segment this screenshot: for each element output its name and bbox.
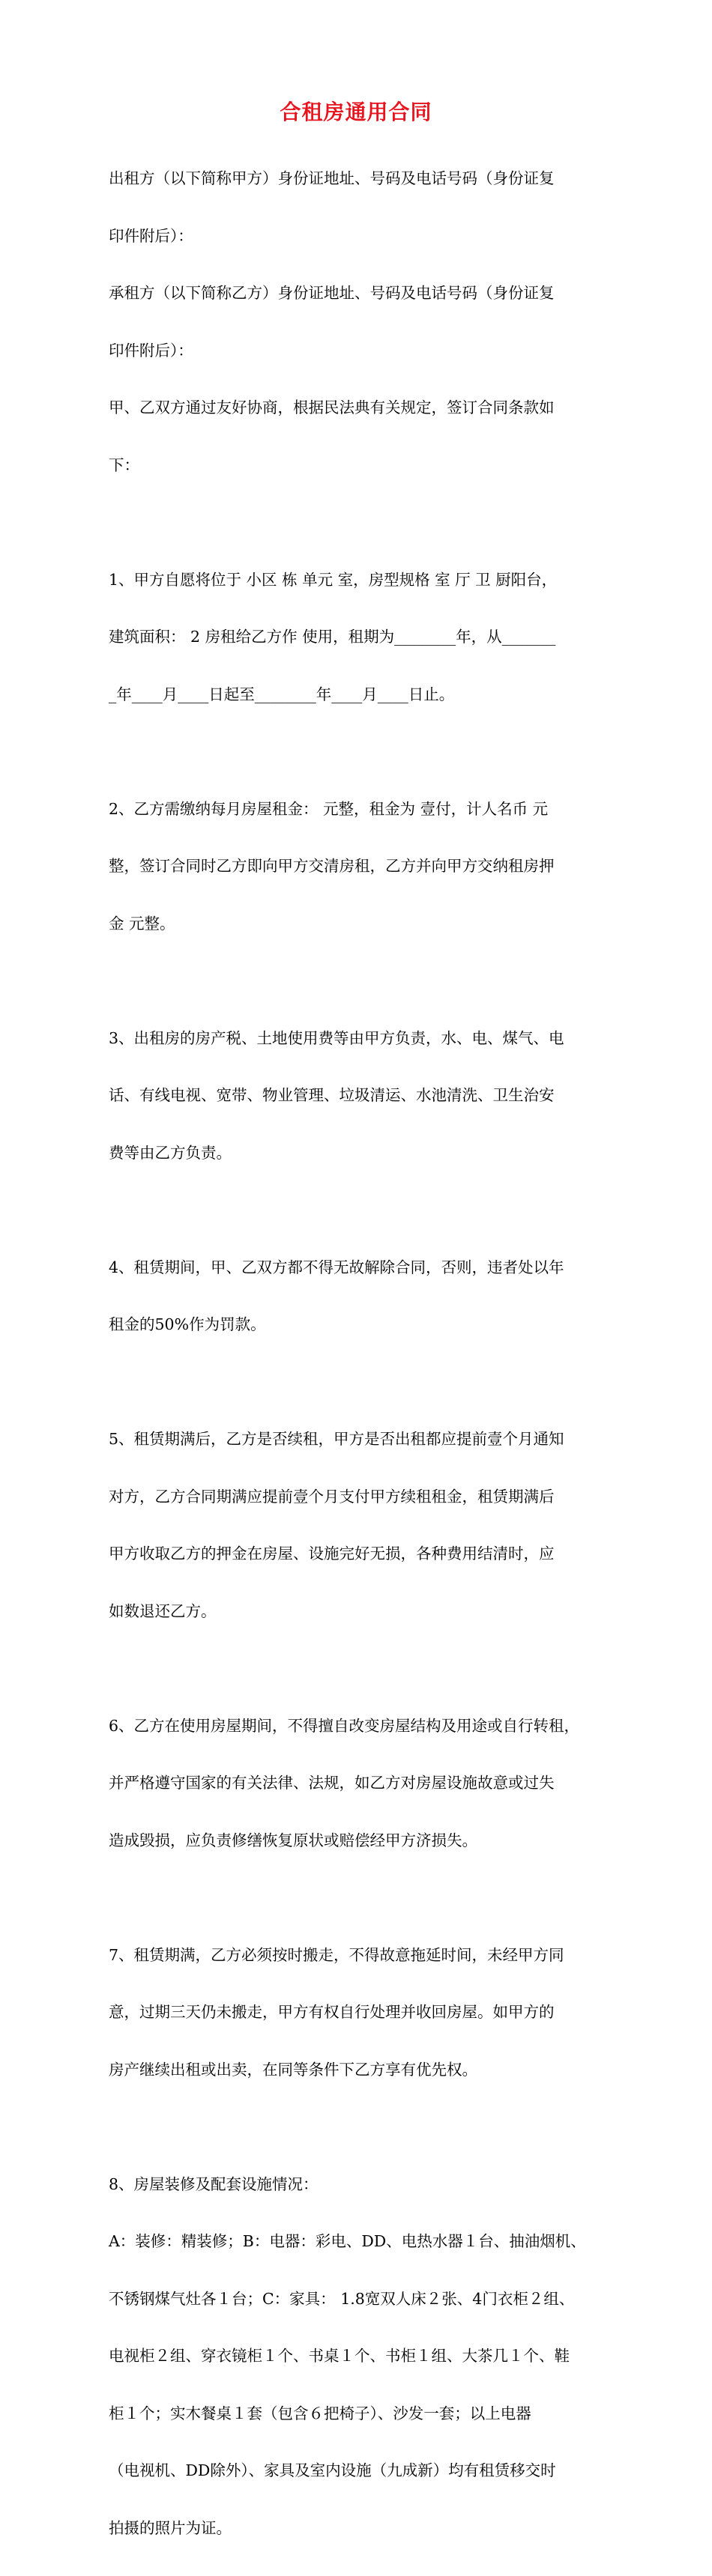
clause-line: 3、出租房的房产税、土地使用费等由甲方负责，水、电、煤气、电 [109, 1029, 611, 1049]
preamble [109, 131, 611, 513]
clause-line: 房产继续出租或出卖，在同等条件下乙方享有优先权。 [109, 2061, 611, 2080]
clause-line: 建筑面积： 2 房租给乙方作 使用，租期为________年，从_______ [109, 628, 611, 647]
paragraph-gap [109, 1888, 611, 1908]
clause-line: 意，过期三天仍未搬走，甲方有权自行处理并收回房屋。如甲方的 [109, 2003, 611, 2022]
clause-line: 不锈钢煤气灶各１台；C：家具： 1.8宽双人床２张、4门衣柜２组、 [109, 2290, 611, 2309]
clause-line: 造成毁损，应负责修缮恢复原状或赔偿经甲方济损失。 [109, 1831, 611, 1851]
clause-line: 甲方收取乙方的押金在房屋、设施完好无损，各种费用结清时，应 [109, 1545, 611, 1564]
clause-line: 对方，乙方合同期满应提前壹个月支付甲方续租租金，租赁期满后 [109, 1488, 611, 1507]
clause-line: 柜１个；实木餐桌１套（包含６把椅子）、沙发一套；以上电器 [109, 2404, 611, 2424]
clause-line: _年____月____日起至________年____月____日止。 [109, 685, 611, 705]
clause-7 [109, 1908, 611, 2118]
clause-4 [109, 1220, 611, 1373]
clause-1 [109, 533, 611, 743]
clause-line: 金 元整。 [109, 915, 611, 934]
clause-line: 5、租赁期满后，乙方是否续租，甲方是否出租都应提前壹个月通知 [109, 1430, 611, 1449]
paragraph-gap [109, 972, 611, 991]
clause-line: 8、房屋装修及配套设施情况： [109, 2175, 611, 2195]
clause-line: A：装修：精装修；B：电器：彩电、DD、电热水器１台、抽油烟机、 [109, 2232, 611, 2252]
preamble-line: 出租方（以下简称甲方）身份证地址、号码及电话号码（身份证复 [109, 169, 611, 189]
preamble-line: 承租方（以下简称乙方）身份证地址、号码及电话号码（身份证复 [109, 284, 611, 303]
clause-line: 1、甲方自愿将位于 小区 栋 单元 室，房型规格 室 厅 卫 厨阳台， [109, 571, 611, 590]
clause-8 [109, 2137, 611, 2576]
preamble-line: 印件附后）： [109, 227, 611, 246]
clause-line: 7、租赁期满，乙方必须按时搬走，不得故意拖延时间，未经甲方同 [109, 1946, 611, 1966]
paragraph-gap [109, 1201, 611, 1220]
clause-line: 并严格遵守国家的有关法律、法规，如乙方对房屋设施故意或过失 [109, 1774, 611, 1793]
contract-body [109, 131, 611, 2576]
document-page [0, 0, 712, 1007]
contract-title: 合租房通用合同 [0, 99, 712, 126]
clause-line: 话、有线电视、宽带、物业管理、垃圾清运、水池清洗、卫生治安 [109, 1086, 611, 1106]
preamble-line: 印件附后）： [109, 342, 611, 361]
paragraph-gap [109, 1659, 611, 1679]
clause-5 [109, 1392, 611, 1659]
clause-line: 电视柜２组、穿衣镜柜１个、书桌１个、书柜１组、大茶几１个、鞋 [109, 2347, 611, 2366]
clause-line: 2、乙方需缴纳每月房屋租金： 元整，租金为 壹付，计人名币 元 [109, 800, 611, 819]
clause-line: 如数退还乙方。 [109, 1602, 611, 1622]
paragraph-gap [109, 1373, 611, 1392]
paragraph-gap [109, 742, 611, 762]
preamble-line: 下： [109, 456, 611, 476]
clause-line: 4、租赁期间，甲、乙双方都不得无故解除合同，否则，违者处以年 [109, 1258, 611, 1278]
clause-6 [109, 1679, 611, 1889]
clause-line: 6、乙方在使用房屋期间，不得擅自改变房屋结构及用途或自行转租， [109, 1717, 611, 1736]
clause-line: （电视机、DD除外）、家具及室内设施（九成新）均有租赁移交时 [109, 2461, 611, 2481]
clause-line: 租金的50%作为罚款。 [109, 1315, 611, 1335]
preamble-line: 甲、乙双方通过友好协商，根据民法典有关规定，签订合同条款如 [109, 398, 611, 418]
paragraph-gap [109, 513, 611, 533]
paragraph-gap [109, 2118, 611, 2137]
clause-3 [109, 991, 611, 1201]
clause-line: 费等由乙方负责。 [109, 1144, 611, 1163]
clause-2 [109, 762, 611, 972]
clause-line: 整，签订合同时乙方即向甲方交清房租，乙方并向甲方交纳租房押 [109, 857, 611, 876]
clause-line: 拍摄的照片为证。 [109, 2519, 611, 2539]
